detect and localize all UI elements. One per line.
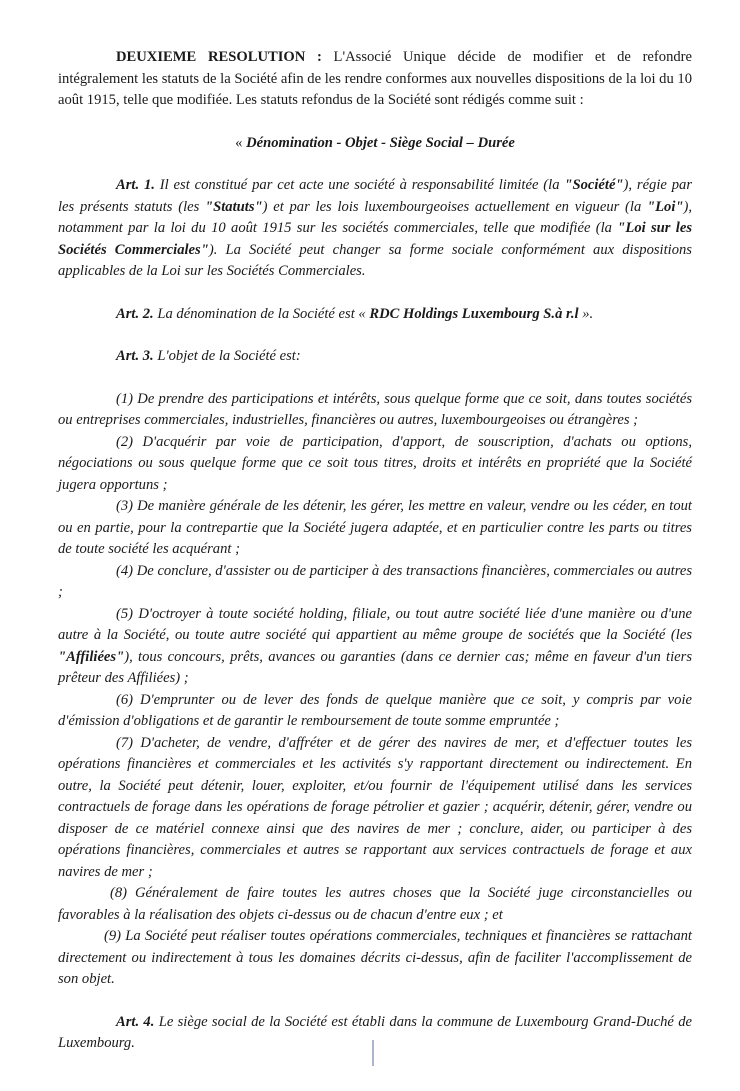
article-3-item-1: (1) De prendre des participations et intérêts, sous quelque forme que ce soit, dans toutes sociétés ou entreprises commerciales, industrielles, financières ou autres, luxembourgeoises ou étrangères ;	[58, 390, 692, 428]
article-1-term-loi-societes: "Loi sur les Sociétés Commerciales"	[58, 220, 693, 258]
section-title	[58, 133, 692, 155]
article-3-item-4: (4) De conclure, d'assister ou de participer à des transactions financières, commerciales ou autres ;	[58, 562, 692, 600]
article-1-term-loi: "Loi"	[647, 198, 684, 215]
article-3-label: Art. 3.	[116, 348, 154, 364]
article-3-intro	[58, 346, 692, 368]
article-1-label: Art. 1.	[116, 177, 155, 193]
article-1-text-2: ), régie par les présents statuts (les	[58, 177, 692, 215]
resolution-heading: DEUXIEME RESOLUTION :	[116, 49, 322, 65]
article-3-item-8: (8) Généralement de faire toutes les autres choses que la Société juge circonstancielles ou favorables à la réalisation des objets ci-dessus ou de chacun d'entre eux ; et	[58, 885, 692, 923]
article-1-text-3: ) et par les lois luxembourgeoises actuellement en vigueur (la	[262, 198, 647, 215]
pen-mark-icon	[372, 1040, 374, 1066]
article-3-item-5-text-2: ), tous concours, prêts, avances ou garanties (dans ce dernier cas; même en faveur d'un tiers prêteur des Affiliées) ;	[58, 648, 692, 686]
article-3-item-5	[58, 604, 692, 690]
article-4	[58, 1012, 692, 1055]
article-3-item-3: (3) De manière générale de les détenir, les gérer, les mettre en valeur, vendre ou les céder, en tout ou en partie, pour la contrepartie que la Société jugera adaptée, et en particulier contre les parts ou titres de toute société les acquérant ;	[58, 498, 692, 557]
article-3-item-9: (9) La Société peut réaliser toutes opérations commerciales, techniques et financières se rattachant directement ou indirectement à tous les domaines décrits ci-dessus, afin de faciliter l'accomplissement de son objet.	[58, 928, 692, 987]
article-1-term-statuts: "Statuts"	[205, 198, 263, 215]
article-3-intro-text: L'objet de la Société est:	[153, 348, 301, 364]
article-1-text-4: ), notamment par la loi du 10 août 1915 sur les sociétés commerciales, telle que modifiée (la	[58, 198, 692, 236]
article-2-text-2: ».	[578, 305, 594, 322]
resolution-text: L'Associé Unique décide de modifier et de refondre intégralement les statuts de la Société afin de les rendre conformes aux nouvelles dispositions de la loi du 10 août 1915, telle que modifiée. Les statuts refondus de la Société sont rédigés comme suit :	[58, 49, 692, 108]
section-title-open: «	[235, 134, 247, 151]
article-2-company-name: RDC Holdings Luxembourg S.à r.l	[369, 305, 579, 322]
article-3-item-7: (7) D'acheter, de vendre, d'affréter et de gérer des navires de mer, et d'effectuer toutes les opérations financières et commerciales et les activités s'y rapportant directement ou indirectement. En outre, la Société peut détenir, louer, exploiter, et/ou fournir de l'équipement utilisé dans les services contractuels de forage dans les opérations de forage pétrolier et gazier ; acquérir, détenir, gérer, vendre ou disposer de ce matériel connexe ainsi que des navires de mer ; conclure, aider, ou participer à des opérations financières, commerciales et autres se rapportant aux services contractuels de forage et aux navires de mer ;	[58, 734, 692, 880]
article-2-text-1: La dénomination de la Société est «	[153, 305, 370, 322]
article-4-text: Le siège social de la Société est établi dans la commune de Luxembourg Grand-Duché de Luxembourg.	[58, 1013, 692, 1051]
article-3-item-5-text-1: (5) D'octroyer à toute société holding, filiale, ou tout autre société liée d'une manière ou d'une autre à la Société, ou toute autre société qui appartient au même groupe de sociétés que la Société (les	[58, 605, 692, 643]
article-2	[58, 304, 692, 326]
article-3-term-affiliees: "Affiliées"	[58, 648, 125, 665]
article-1	[58, 175, 692, 283]
article-2-label: Art. 2.	[116, 305, 154, 322]
resolution-paragraph	[58, 47, 692, 112]
article-3-item-2: (2) D'acquérir par voie de participation, d'apport, de souscription, d'achats ou options, négociations ou sous quelque forme que ce soit tous titres, droits et intérêts en propriété que la Société jugera opportuns ;	[58, 433, 692, 493]
article-1-text-5: ). La Société peut changer sa forme sociale conformément aux dispositions applicables de la Loi sur les Sociétés Commerciales.	[58, 241, 692, 279]
article-3-item-6: (6) D'emprunter ou de lever des fonds de quelque manière que ce soit, y compris par voie d'émission d'obligations et de garantir le remboursement de toute somme empruntée ;	[58, 691, 692, 729]
article-4-label: Art. 4.	[116, 1013, 155, 1030]
article-1-term-societe: "Société"	[564, 177, 624, 193]
section-title-text: Dénomination - Objet - Siège Social – Durée	[246, 134, 515, 151]
article-1-text-1: Il est constitué par cet acte une société à responsabilité limitée (la	[154, 177, 565, 193]
